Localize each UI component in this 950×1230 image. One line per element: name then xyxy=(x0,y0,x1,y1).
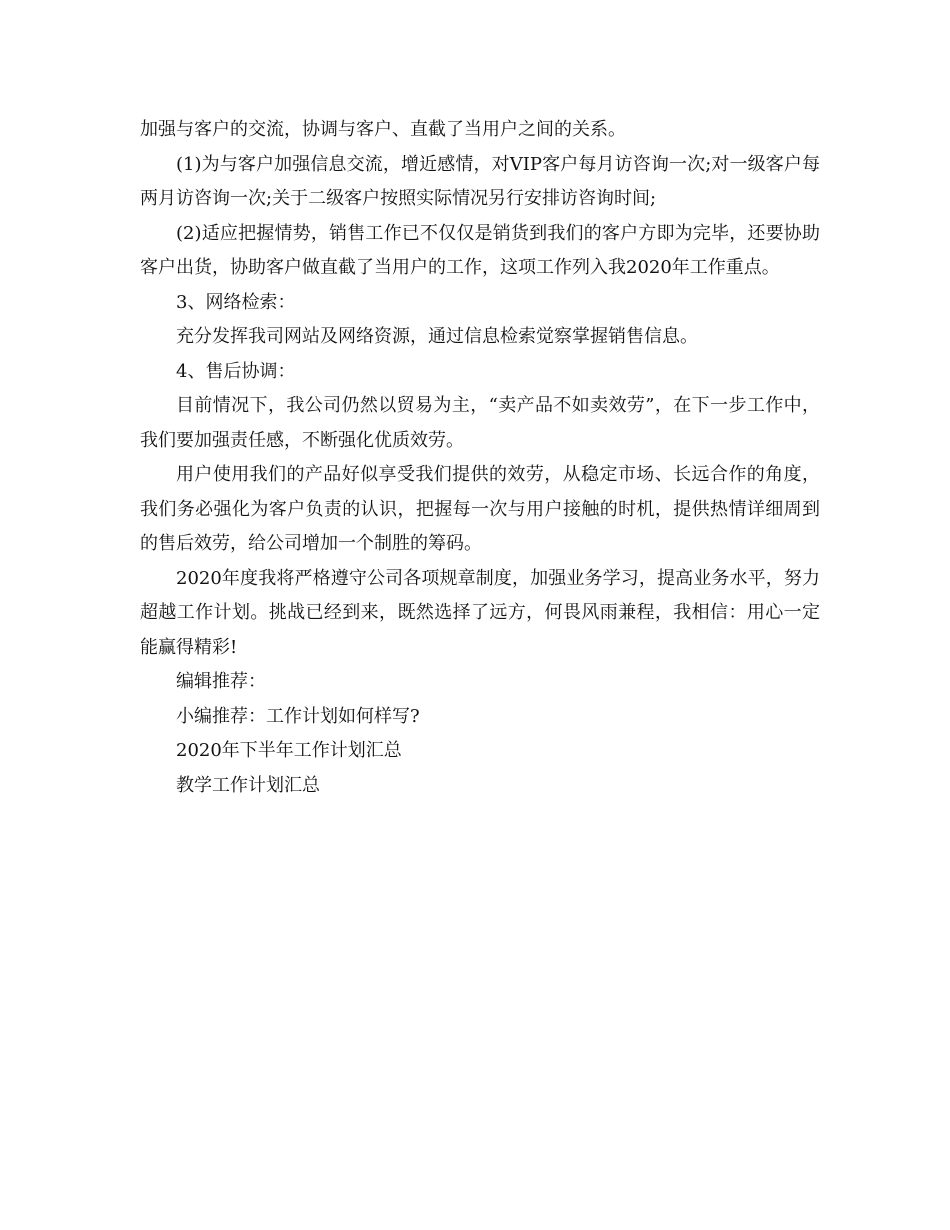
paragraph-sales-assist: (2)适应把握情势，销售工作已不仅仅是销货到我们的客户方即为完毕，还要协助客户出货，协助客户做直截了当用户的工作，这项工作列入我2020年工作重点。 xyxy=(140,222,820,278)
paragraph-visit-schedule: (1)为与客户加强信息交流，增近感情，对VIP客户每月访咨询一次;对一级客户每两月访咨询一次;关于二级客户按照实际情况另行安排访咨询时间; xyxy=(140,153,820,209)
paragraph-customer-responsibility: 用户使用我们的产品好似享受我们提供的效劳，从稳定市场、长远合作的角度，我们务必强化为客户负责的认识，把握每一次与用户接触的时机，提供热情详细周到的售后效劳，给公司增加一个制胜的筹码。 xyxy=(140,464,820,554)
editor-recommend-label: 编辑推荐： xyxy=(176,671,266,692)
paragraph-service-focus: 目前情况下，我公司仍然以贸易为主，“卖产品不如卖效劳”，在下一步工作中，我们要加强责任感，不断强化优质效劳。 xyxy=(140,395,820,451)
heading-network-search: 3、网络检索： xyxy=(176,291,296,313)
recommend-link-teaching-plan[interactable]: 教学工作计划汇总 xyxy=(176,774,320,796)
heading-after-sales: 4、售后协调： xyxy=(176,360,296,382)
recommend-link-how-to-write[interactable]: 小编推荐：工作计划如何样写? xyxy=(176,705,420,727)
paragraph-annual-commitment: 2020年度我将严格遵守公司各项规章制度，加强业务学习，提高业务水平，努力超越工作计划。挑战已经到来，既然选择了远方，何畏风雨兼程，我相信：用心一定能赢得精彩! xyxy=(140,567,820,658)
recommend-link-second-half-plan[interactable]: 2020年下半年工作计划汇总 xyxy=(176,740,402,761)
paragraph-client-communication: 加强与客户的交流，协调与客户、直截了当用户之间的关系。 xyxy=(140,119,626,140)
paragraph-network-resources: 充分发挥我司网站及网络资源，通过信息检索觉察掌握销售信息。 xyxy=(176,326,698,347)
document-body xyxy=(140,113,820,803)
